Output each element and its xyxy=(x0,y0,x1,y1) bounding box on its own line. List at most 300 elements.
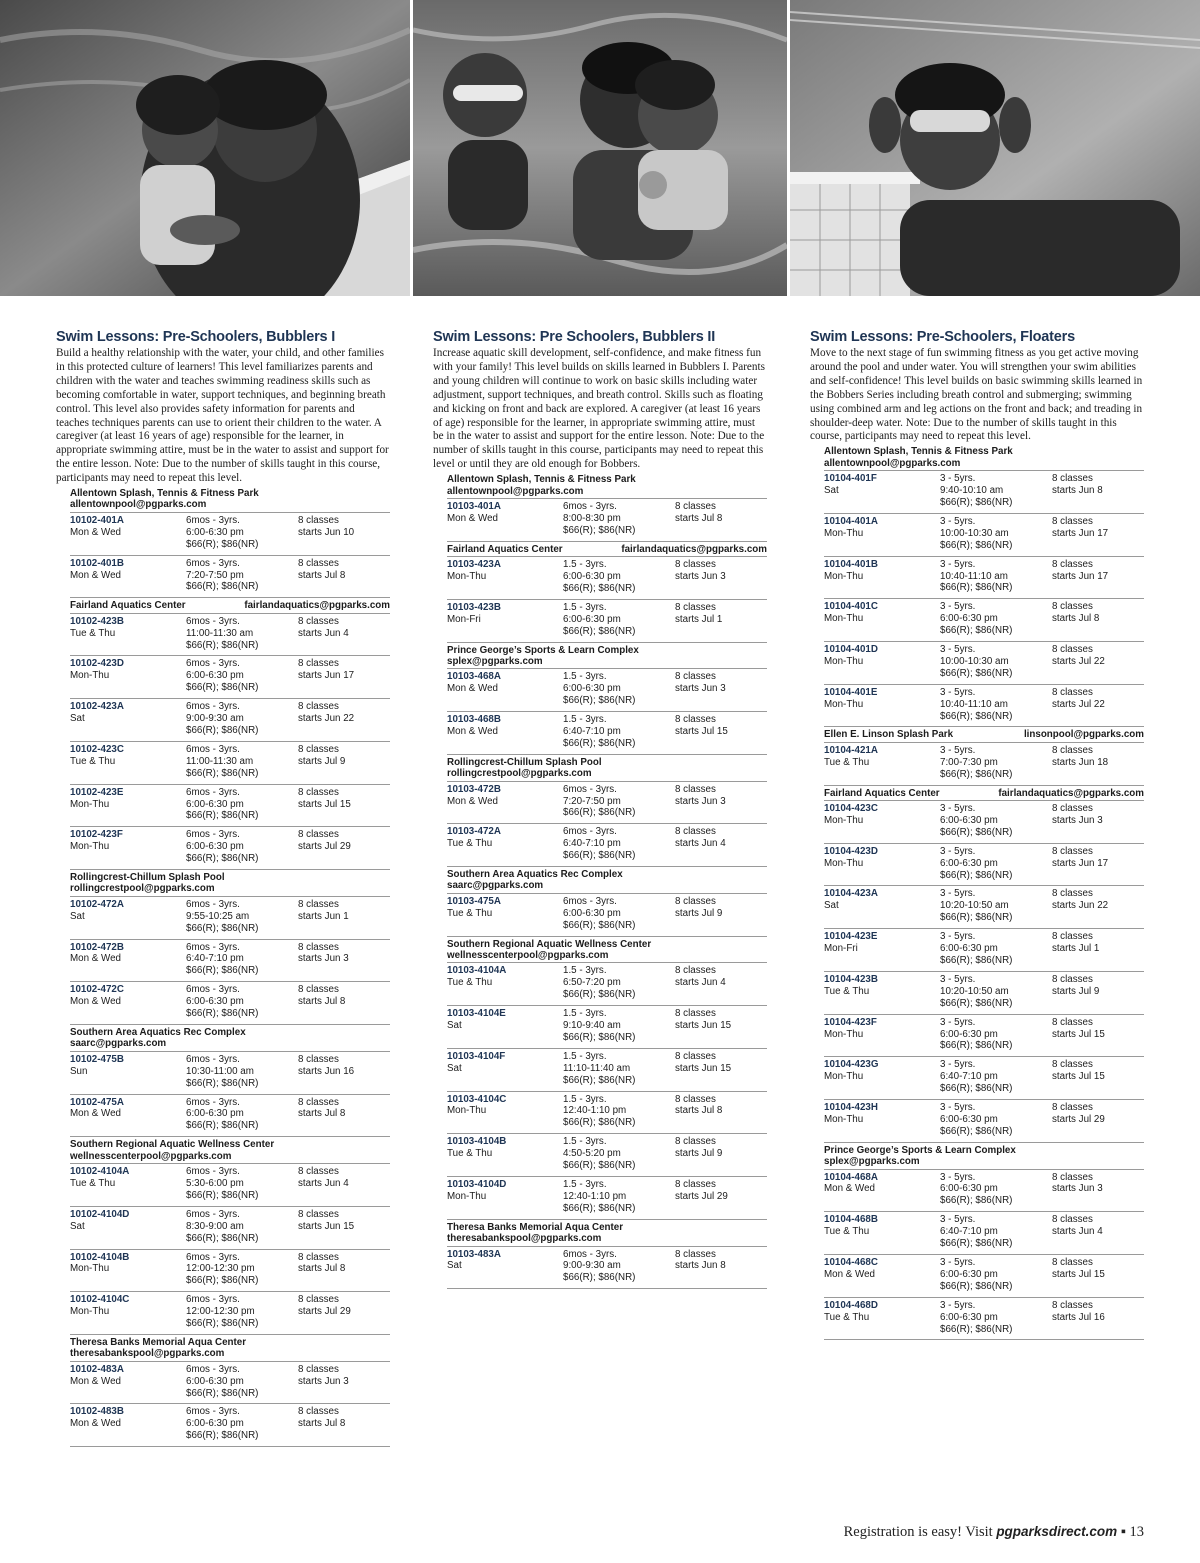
class-count: 8 classes xyxy=(298,1406,339,1418)
class-fee: $66(R); $86(NR) xyxy=(940,954,1013,966)
course-code: 10102-401A xyxy=(70,514,124,526)
class-row xyxy=(824,1298,1144,1341)
row-session-cell xyxy=(1052,687,1144,723)
age-range: 3 - 5yrs. xyxy=(940,644,976,656)
start-date: starts Jun 22 xyxy=(1052,900,1109,912)
row-session-cell xyxy=(298,1209,390,1245)
location-email-link[interactable]: saarc@pgparks.com xyxy=(70,1038,167,1050)
age-range: 3 - 5yrs. xyxy=(940,1257,976,1268)
class-count: 8 classes xyxy=(1052,744,1093,756)
row-detail-cell xyxy=(563,1094,675,1130)
course-code: 10103-4104A xyxy=(447,965,507,977)
course-code: 10103-4104E xyxy=(447,1008,506,1020)
course-description: Build a healthy relationship with the water, your child, and other families in this protected culture of learners! This level familiarizes parents and children with the water and teaches swimming readiness skills such as becoming comfortable in water, support techniques, and beginning breath control. This level also provides safety information for parents and teaches techniques parents can use to orient their children to the water. A caregiver (at least 16 years of age) responsible for the learner, in appropriate swimming attire, must be in the water to assist and support for the entire lesson. Note: Due to the number of skills taught in this course, participants may need to repeat this level. xyxy=(56,347,389,485)
row-detail-cell xyxy=(563,1136,675,1172)
start-date: starts Jun 4 xyxy=(675,838,726,850)
location-name: Rollingcrest-Chillum Splash Pool xyxy=(447,756,602,768)
class-time: 6:00-6:30 pm xyxy=(940,943,998,955)
class-row xyxy=(70,827,390,870)
class-fee: $66(R); $86(NR) xyxy=(186,767,259,779)
class-row xyxy=(447,1049,767,1092)
row-session-cell xyxy=(298,701,390,737)
class-row xyxy=(447,712,767,755)
course-code: 10102-475A xyxy=(70,1096,124,1108)
row-code-cell xyxy=(824,1300,940,1336)
age-range: 6mos - 3yrs. xyxy=(186,898,240,910)
start-date: starts Jul 8 xyxy=(298,569,346,581)
course-code: 10103-4104D xyxy=(447,1178,507,1190)
class-row xyxy=(70,513,390,556)
row-code-cell xyxy=(70,1294,186,1330)
class-count: 8 classes xyxy=(298,1096,339,1108)
location-header xyxy=(824,788,1144,801)
footer-text: Registration is easy! Visit xyxy=(843,1524,997,1540)
start-date: starts Jun 18 xyxy=(1052,756,1109,768)
class-time: 6:00-6:30 pm xyxy=(940,1028,998,1040)
row-code-cell xyxy=(824,846,940,882)
row-session-cell xyxy=(1052,888,1144,924)
class-fee: $66(R); $86(NR) xyxy=(186,1430,259,1442)
row-code-cell xyxy=(70,1166,186,1202)
class-count: 8 classes xyxy=(1052,1171,1093,1183)
photo-child-with-goggles-in-pool xyxy=(790,0,1200,296)
course-code: 10103-475A xyxy=(447,895,501,907)
course-code: 10102-423D xyxy=(70,658,124,670)
course-code: 10102-4104B xyxy=(70,1251,130,1263)
class-days: Tue & Thu xyxy=(70,627,116,639)
class-time: 11:10-11:40 am xyxy=(563,1062,631,1074)
class-fee: $66(R); $86(NR) xyxy=(186,922,259,934)
class-count: 8 classes xyxy=(1052,473,1093,485)
start-date: starts Jun 15 xyxy=(675,1020,732,1031)
class-fee: $66(R); $86(NR) xyxy=(563,625,636,637)
class-days: Tue & Thu xyxy=(824,756,870,768)
class-time: 6:00-6:30 pm xyxy=(186,526,244,538)
row-code-cell xyxy=(70,1364,186,1400)
course-code: 10102-483A xyxy=(70,1363,124,1375)
row-detail-cell xyxy=(186,658,298,694)
row-code-cell xyxy=(70,942,186,978)
start-date: starts Jul 22 xyxy=(1052,698,1105,710)
course-code: 10102-4104A xyxy=(70,1166,130,1178)
location-header xyxy=(70,1337,390,1362)
location-name: Allentown Splash, Tennis & Fitness Park xyxy=(70,488,259,500)
age-range: 3 - 5yrs. xyxy=(940,1102,976,1114)
class-count: 8 classes xyxy=(298,941,339,953)
class-count: 8 classes xyxy=(298,701,339,713)
location-header xyxy=(447,869,767,894)
location-name: Theresa Banks Memorial Aqua Center xyxy=(447,1221,624,1233)
class-time: 10:20-10:50 am xyxy=(940,985,1009,997)
row-code-cell xyxy=(824,687,940,723)
age-range: 3 - 5yrs. xyxy=(940,1171,976,1183)
age-range: 6mos - 3yrs. xyxy=(186,1294,240,1306)
age-range: 3 - 5yrs. xyxy=(940,744,976,756)
row-session-cell xyxy=(298,1252,390,1288)
class-fee: $66(R); $86(NR) xyxy=(186,724,259,736)
class-fee: $66(R); $86(NR) xyxy=(563,524,636,536)
location-email-link[interactable]: saarc@pgparks.com xyxy=(447,880,544,892)
class-days: Sat xyxy=(447,1062,462,1074)
row-code-cell xyxy=(447,1008,563,1044)
location-header xyxy=(447,757,767,782)
class-count: 8 classes xyxy=(1052,931,1093,943)
class-days: Sat xyxy=(70,713,85,725)
location-header xyxy=(70,1139,390,1164)
row-session-cell xyxy=(1052,931,1144,967)
start-date: starts Jun 3 xyxy=(298,1375,349,1387)
row-detail-cell xyxy=(563,1249,675,1285)
row-code-cell xyxy=(70,1252,186,1288)
class-time: 6:40-7:10 pm xyxy=(563,838,621,850)
row-session-cell xyxy=(298,942,390,978)
class-row xyxy=(447,669,767,712)
location-header xyxy=(447,474,767,499)
start-date: starts Jul 29 xyxy=(675,1190,728,1202)
location-email-link[interactable]: allentownpool@pgparks.com xyxy=(70,499,207,511)
course-code: 10103-4104C xyxy=(447,1093,507,1105)
location-email-link[interactable]: fairlandaquatics@pgparks.com xyxy=(621,543,767,555)
start-date: starts Jun 8 xyxy=(1052,485,1103,497)
class-count: 8 classes xyxy=(675,1178,716,1190)
start-date: starts Jul 29 xyxy=(298,841,351,853)
class-row xyxy=(70,897,390,940)
location-name: Ellen E. Linson Splash Park xyxy=(824,729,954,741)
class-row xyxy=(824,929,1144,972)
location-name: Allentown Splash, Tennis & Fitness Park xyxy=(447,474,636,486)
row-session-cell xyxy=(675,1094,767,1130)
row-code-cell xyxy=(70,744,186,780)
row-code-cell xyxy=(70,701,186,737)
class-days: Mon-Thu xyxy=(447,571,487,582)
row-detail-cell xyxy=(940,1300,1052,1336)
class-count: 8 classes xyxy=(1052,1257,1093,1268)
row-code-cell xyxy=(70,558,186,594)
class-count: 8 classes xyxy=(675,1093,716,1105)
class-days: Tue & Thu xyxy=(447,1148,493,1160)
row-detail-cell xyxy=(186,1406,298,1442)
column-bubblers-2 xyxy=(433,329,767,1289)
age-range: 1.5 - 3yrs. xyxy=(563,559,607,571)
row-session-cell xyxy=(1052,601,1144,637)
course-code: 10104-423D xyxy=(824,845,878,857)
class-time: 6:40-7:10 pm xyxy=(563,725,621,737)
location-header xyxy=(447,645,767,670)
row-detail-cell xyxy=(186,899,298,935)
row-code-cell xyxy=(70,787,186,823)
class-count: 8 classes xyxy=(1052,644,1093,656)
class-days: Mon-Thu xyxy=(824,655,864,667)
class-days: Tue & Thu xyxy=(447,977,493,989)
class-days: Sat xyxy=(824,900,839,912)
row-detail-cell xyxy=(186,1097,298,1133)
row-session-cell xyxy=(298,899,390,935)
course-title: Swim Lessons: Pre-Schoolers, Floaters xyxy=(810,329,1075,345)
class-fee: $66(R); $86(NR) xyxy=(563,695,636,707)
footer-separator: ▪ xyxy=(1117,1524,1130,1540)
start-date: starts Jun 4 xyxy=(675,977,726,989)
course-code: 10104-423B xyxy=(824,973,878,985)
location-email-link[interactable]: splex@pgparks.com xyxy=(824,1156,920,1168)
location-email-link[interactable]: fairlandaquatics@pgparks.com xyxy=(998,787,1144,799)
row-code-cell xyxy=(447,1249,563,1285)
course-code: 10104-468A xyxy=(824,1171,878,1183)
class-count: 8 classes xyxy=(1052,845,1093,857)
class-time: 6:00-6:30 pm xyxy=(940,1113,998,1125)
start-date: starts Jun 3 xyxy=(675,795,726,807)
course-code: 10102-423A xyxy=(70,701,124,713)
start-date: starts Jul 15 xyxy=(298,798,351,810)
row-session-cell xyxy=(298,558,390,594)
course-code: 10104-421A xyxy=(824,744,878,756)
row-detail-cell xyxy=(940,846,1052,882)
row-code-cell xyxy=(824,1172,940,1208)
start-date: starts Jun 22 xyxy=(298,713,355,725)
class-count: 8 classes xyxy=(1052,1016,1093,1028)
location-email-link[interactable]: rollingcrestpool@pgparks.com xyxy=(70,883,215,895)
class-row xyxy=(447,824,767,867)
row-code-cell xyxy=(447,1051,563,1087)
row-code-cell xyxy=(824,1214,940,1250)
location-email-link[interactable]: allentownpool@pgparks.com xyxy=(447,485,584,497)
age-range: 1.5 - 3yrs. xyxy=(563,1178,607,1190)
location-email-link[interactable]: theresabankspool@pgparks.com xyxy=(447,1233,602,1245)
row-code-cell xyxy=(824,516,940,552)
class-time: 6:00-6:30 pm xyxy=(186,798,244,810)
row-detail-cell xyxy=(940,1059,1052,1095)
class-days: Mon-Thu xyxy=(70,1263,110,1275)
row-session-cell xyxy=(1052,516,1144,552)
class-fee: $66(R); $86(NR) xyxy=(563,737,636,749)
age-range: 6mos - 3yrs. xyxy=(186,1208,240,1220)
age-range: 1.5 - 3yrs. xyxy=(563,1008,607,1020)
class-fee: $66(R); $86(NR) xyxy=(186,1120,259,1132)
class-row xyxy=(70,742,390,785)
row-detail-cell xyxy=(563,1051,675,1087)
row-session-cell xyxy=(675,1136,767,1172)
course-title: Swim Lessons: Pre-Schoolers, Bubblers I xyxy=(56,329,336,345)
row-detail-cell xyxy=(940,974,1052,1010)
class-count: 8 classes xyxy=(298,743,339,755)
row-code-cell xyxy=(824,1059,940,1095)
age-range: 3 - 5yrs. xyxy=(940,845,976,857)
class-days: Mon & Wed xyxy=(447,683,499,695)
class-fee: $66(R); $86(NR) xyxy=(563,1117,636,1129)
row-session-cell xyxy=(298,1294,390,1330)
location-name: Prince George’s Sports & Learn Complex xyxy=(447,644,639,656)
class-time: 7:20-7:50 pm xyxy=(563,795,621,807)
location-email-link[interactable]: wellnesscenterpool@pgparks.com xyxy=(447,949,609,961)
class-count: 8 classes xyxy=(298,557,339,569)
class-row xyxy=(447,499,767,542)
row-session-cell xyxy=(298,1166,390,1202)
row-code-cell xyxy=(447,965,563,1001)
row-code-cell xyxy=(447,784,563,820)
class-days: Sat xyxy=(824,485,839,497)
start-date: starts Jul 8 xyxy=(1052,613,1100,625)
class-time: 8:30-9:00 am xyxy=(186,1220,244,1232)
class-days: Mon-Thu xyxy=(824,698,864,710)
class-time: 6:00-6:30 pm xyxy=(186,1375,244,1387)
start-date: starts Jul 1 xyxy=(675,613,723,625)
class-row xyxy=(824,972,1144,1015)
start-date: starts Jun 15 xyxy=(298,1220,355,1232)
age-range: 6mos - 3yrs. xyxy=(186,701,240,713)
start-date: starts Jun 3 xyxy=(675,571,726,582)
class-days: Mon & Wed xyxy=(70,1375,122,1387)
course-code: 10102-483B xyxy=(70,1406,124,1418)
row-session-cell xyxy=(1052,974,1144,1010)
class-days: Sat xyxy=(447,1020,462,1031)
age-range: 6mos - 3yrs. xyxy=(186,1053,240,1065)
class-fee: $66(R); $86(NR) xyxy=(186,1387,259,1399)
row-session-cell xyxy=(675,826,767,862)
location-email-link[interactable]: theresabankspool@pgparks.com xyxy=(70,1348,225,1360)
age-range: 6mos - 3yrs. xyxy=(563,826,617,838)
row-code-cell xyxy=(824,644,940,680)
location-name: Theresa Banks Memorial Aqua Center xyxy=(70,1336,247,1348)
start-date: starts Jun 17 xyxy=(1052,527,1109,539)
row-session-cell xyxy=(298,1097,390,1133)
class-days: Mon-Thu xyxy=(824,570,864,582)
class-days: Tue & Thu xyxy=(70,1177,116,1189)
class-fee: $66(R); $86(NR) xyxy=(940,1083,1013,1095)
class-fee: $66(R); $86(NR) xyxy=(940,1040,1013,1052)
class-fee: $66(R); $86(NR) xyxy=(563,1160,636,1172)
start-date: starts Jul 9 xyxy=(298,755,346,767)
class-time: 9:55-10:25 am xyxy=(186,910,250,922)
row-session-cell xyxy=(675,501,767,537)
class-days: Mon & Wed xyxy=(447,725,499,737)
course-code: 10102-472A xyxy=(70,898,124,910)
class-fee: $66(R); $86(NR) xyxy=(186,1232,259,1244)
row-session-cell xyxy=(675,1051,767,1087)
photo-father-with-two-children-in-pool xyxy=(413,0,787,296)
row-code-cell xyxy=(447,671,563,707)
class-time: 6:00-6:30 pm xyxy=(186,1418,244,1430)
row-detail-cell xyxy=(186,984,298,1020)
class-fee: $66(R); $86(NR) xyxy=(186,1318,259,1330)
row-session-cell xyxy=(675,965,767,1001)
class-row xyxy=(824,1100,1144,1143)
class-count: 8 classes xyxy=(1052,558,1093,570)
row-session-cell xyxy=(298,984,390,1020)
age-range: 1.5 - 3yrs. xyxy=(563,601,607,613)
class-count: 8 classes xyxy=(675,1136,716,1148)
location-email-link[interactable]: linsonpool@pgparks.com xyxy=(1023,729,1144,741)
class-count: 8 classes xyxy=(675,1248,716,1260)
age-range: 1.5 - 3yrs. xyxy=(563,714,607,726)
age-range: 6mos - 3yrs. xyxy=(186,615,240,627)
class-row xyxy=(447,600,767,643)
course-code: 10104-423F xyxy=(824,1016,877,1028)
class-fee: $66(R); $86(NR) xyxy=(563,807,636,819)
class-row xyxy=(447,1247,767,1290)
row-session-cell xyxy=(1052,803,1144,839)
course-code: 10103-401A xyxy=(447,500,501,512)
class-days: Tue & Thu xyxy=(70,755,116,767)
row-code-cell xyxy=(447,896,563,932)
row-detail-cell xyxy=(940,745,1052,781)
age-range: 6mos - 3yrs. xyxy=(563,895,617,907)
row-session-cell xyxy=(298,744,390,780)
course-code: 10102-472C xyxy=(70,984,124,996)
class-row xyxy=(824,743,1144,786)
class-time: 9:10-9:40 am xyxy=(563,1020,621,1031)
class-row xyxy=(70,1095,390,1138)
start-date: starts Jul 9 xyxy=(675,1148,723,1160)
class-time: 12:40-1:10 pm xyxy=(563,1190,627,1202)
row-code-cell xyxy=(824,745,940,781)
class-row xyxy=(70,656,390,699)
course-code: 10102-423F xyxy=(70,829,123,841)
class-days: Tue & Thu xyxy=(824,1226,870,1238)
class-fee: $66(R); $86(NR) xyxy=(940,997,1013,1009)
location-email-link[interactable]: rollingcrestpool@pgparks.com xyxy=(447,768,592,780)
class-days: Mon-Thu xyxy=(447,1105,487,1117)
class-count: 8 classes xyxy=(1052,973,1093,985)
course-code: 10102-423B xyxy=(70,615,124,627)
class-fee: $66(R); $86(NR) xyxy=(186,581,259,593)
row-code-cell xyxy=(824,473,940,509)
location-email-link[interactable]: allentownpool@pgparks.com xyxy=(824,457,961,469)
location-email-link[interactable]: splex@pgparks.com xyxy=(447,655,543,667)
class-row xyxy=(70,699,390,742)
class-fee: $66(R); $86(NR) xyxy=(940,912,1013,924)
class-row xyxy=(70,614,390,657)
class-fee: $66(R); $86(NR) xyxy=(940,582,1013,594)
class-row xyxy=(447,1177,767,1220)
location-name: Fairland Aquatics Center xyxy=(824,787,940,799)
row-detail-cell xyxy=(563,896,675,932)
class-days: Mon & Wed xyxy=(447,512,499,524)
start-date: starts Jul 8 xyxy=(298,1263,346,1275)
class-days: Tue & Thu xyxy=(447,907,493,919)
location-header xyxy=(70,600,390,613)
start-date: starts Jun 4 xyxy=(1052,1226,1103,1238)
class-row xyxy=(824,1015,1144,1058)
row-session-cell xyxy=(298,658,390,694)
age-range: 6mos - 3yrs. xyxy=(186,1251,240,1263)
location-name: Southern Area Aquatics Rec Complex xyxy=(70,1027,246,1038)
location-email-link[interactable]: wellnesscenterpool@pgparks.com xyxy=(70,1150,232,1162)
age-range: 6mos - 3yrs. xyxy=(186,743,240,755)
location-email-link[interactable]: fairlandaquatics@pgparks.com xyxy=(244,600,390,612)
course-code: 10104-401D xyxy=(824,644,878,656)
class-count: 8 classes xyxy=(675,895,716,907)
footer-url-link[interactable]: pgparksdirect.com xyxy=(996,1524,1118,1539)
class-count: 8 classes xyxy=(675,559,716,571)
start-date: starts Jul 8 xyxy=(298,1418,346,1430)
class-time: 6:00-6:30 pm xyxy=(186,1108,244,1120)
class-fee: $66(R); $86(NR) xyxy=(940,1125,1013,1137)
class-days: Tue & Thu xyxy=(824,1311,870,1323)
row-detail-cell xyxy=(186,829,298,865)
class-time: 6:00-6:30 pm xyxy=(940,1311,998,1323)
class-days: Mon-Thu xyxy=(824,814,864,826)
class-row xyxy=(447,894,767,937)
class-days: Mon-Thu xyxy=(824,613,864,625)
row-detail-cell xyxy=(940,644,1052,680)
class-count: 8 classes xyxy=(675,601,716,613)
class-count: 8 classes xyxy=(298,829,339,841)
row-code-cell xyxy=(824,1102,940,1138)
age-range: 6mos - 3yrs. xyxy=(186,1166,240,1178)
start-date: starts Jun 17 xyxy=(1052,570,1109,582)
row-session-cell xyxy=(675,1008,767,1044)
class-fee: $66(R); $86(NR) xyxy=(940,768,1013,780)
course-code: 10104-423C xyxy=(824,803,878,814)
